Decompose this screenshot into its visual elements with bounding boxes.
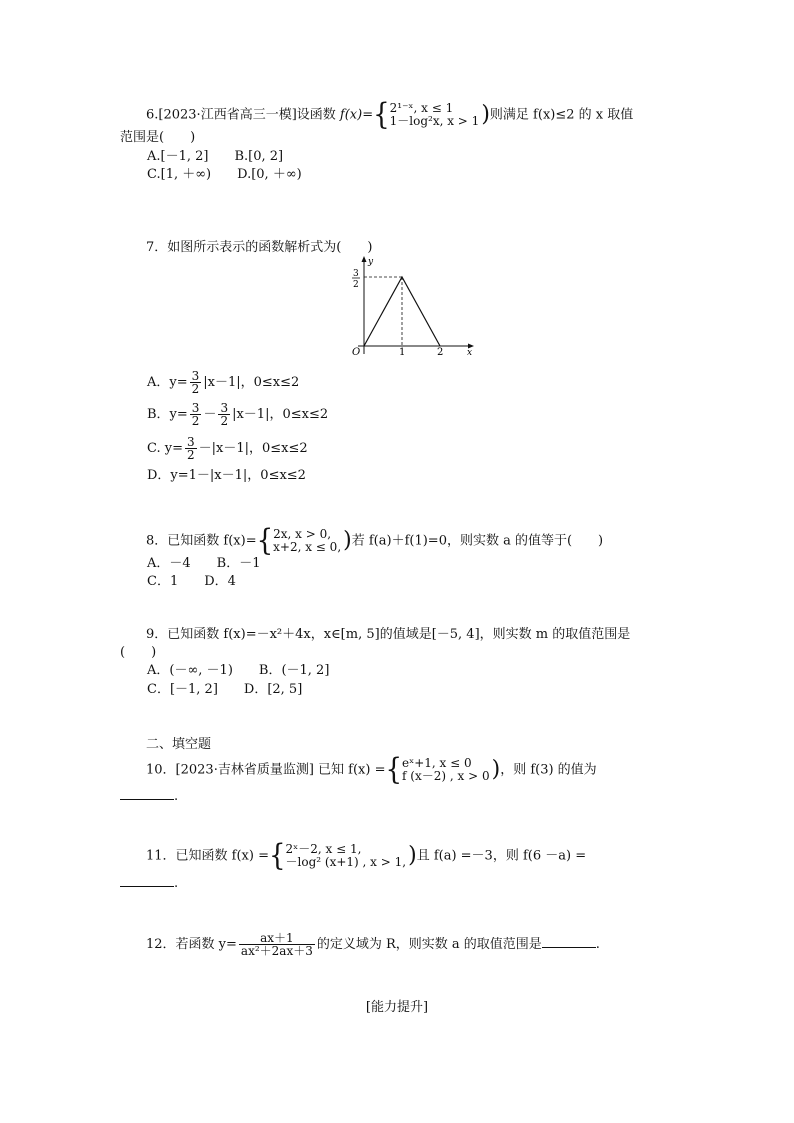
q8-options-cd: C．1 D．4 xyxy=(147,574,236,589)
tick-x1: 1 xyxy=(399,347,406,358)
section-title: 二、填空题 xyxy=(146,737,212,752)
q7-c-frac xyxy=(185,436,197,461)
q7-a-suffix: |x－1|，0≤x≤2 xyxy=(203,375,300,390)
origin-label: O xyxy=(352,347,361,358)
q6-left-brace: { xyxy=(373,97,390,133)
q11-right-paren: ) xyxy=(408,843,417,868)
q7-b-num2: 3 xyxy=(220,401,229,415)
q7-a-den: 2 xyxy=(191,382,200,396)
tick-x2: 2 xyxy=(437,347,444,358)
q8-line1 xyxy=(146,523,604,559)
q7-option-d: D．y=1－|x－1|，0≤x≤2 xyxy=(147,468,306,483)
q8-case1: 2x, x > 0, xyxy=(273,527,332,541)
q7-a-frac xyxy=(190,370,202,395)
q7-graph xyxy=(340,254,480,360)
q8-left-brace: { xyxy=(256,523,274,559)
q7-b-den2: 2 xyxy=(220,414,229,428)
q7-b-minus: － xyxy=(203,407,217,422)
q11-left-brace: { xyxy=(269,838,286,874)
q8-case2: x+2, x ≤ 0, xyxy=(273,540,342,554)
q8-options-ab: A．－4 B．－1 xyxy=(147,556,261,571)
q7-b-den1: 2 xyxy=(191,414,200,428)
q12-frac xyxy=(239,932,315,957)
q10-suffix: ，则 f(3) 的值为 xyxy=(500,762,597,778)
q11-case1: 2ˣ－2, x ≤ 1, xyxy=(285,842,362,856)
q7-a-prefix: A．y= xyxy=(147,375,188,390)
q7-a-num: 3 xyxy=(191,369,200,383)
q7-b-num1: 3 xyxy=(191,401,200,415)
q6-case2: 1－log²x, x > 1 xyxy=(389,114,480,128)
q9-cont: ( ) xyxy=(120,645,157,660)
q10-answer-line xyxy=(120,787,178,805)
q10-end: . xyxy=(174,789,179,804)
q7-c-prefix: C. y= xyxy=(147,441,183,456)
q11-case2: －log² (x+1) , x > 1, xyxy=(285,855,407,869)
q6-cont: 范围是( ) xyxy=(120,130,196,145)
y-axis-arrow xyxy=(362,256,367,262)
q10-piecewise xyxy=(402,757,490,783)
q11-line1 xyxy=(146,838,587,874)
q9-stem: 9．已知函数 f(x)=－x²＋4x，x∈[m, 5]的值域是[－5, 4]，则实数 m 的取值范围是 xyxy=(146,627,631,642)
q10-blank[interactable] xyxy=(120,787,174,800)
q10-prefix: 10．[2023·吉林省质量监测] 已知 f(x) = xyxy=(146,762,386,778)
q6-case1: 2¹⁻ˣ, x ≤ 1 xyxy=(389,101,454,115)
q12-blank[interactable] xyxy=(542,935,596,948)
q10-case2: f (x－2) , x > 0 xyxy=(402,769,490,783)
q8-prefix: 8．已知函数 f(x)= xyxy=(146,533,257,549)
q6-right-paren: ) xyxy=(481,102,490,127)
q11-piecewise xyxy=(286,843,407,869)
q10-line1 xyxy=(146,752,597,788)
q11-blank[interactable] xyxy=(120,874,174,887)
q11-suffix: 且 f(a) =－3，则 f(6 －a) = xyxy=(416,848,587,864)
q6-options-cd: C.[1, ＋∞) D.[0, ＋∞) xyxy=(147,167,302,182)
q7-option-c xyxy=(147,436,308,462)
x-axis-label: x xyxy=(467,348,473,358)
q12-line1 xyxy=(146,930,600,960)
q9-options-cd: C．[－1, 2] D．[2, 5] xyxy=(147,682,303,697)
q9-options-ab: A．(－∞, －1) B．(－1, 2] xyxy=(147,663,330,678)
q10-case1: eˣ+1, x ≤ 0 xyxy=(402,756,472,770)
q6-prefix: 6.[2023·江西省高三一模]设函数 xyxy=(146,107,336,123)
y-axis-label: y xyxy=(368,257,374,267)
q12-suffix: 的定义域为 R，则实数 a 的取值范围是 xyxy=(316,937,542,952)
q7-b-frac1 xyxy=(190,402,202,427)
q8-suffix: 若 f(a)＋f(1)=0，则实数 a 的值等于( ) xyxy=(351,533,604,549)
q7-option-a xyxy=(147,370,299,396)
q7-c-den: 2 xyxy=(187,448,195,462)
q6-options-ab: A.[－1, 2] B.[0, 2] xyxy=(147,149,284,164)
q6-fx: f(x)= xyxy=(339,107,374,123)
q12-prefix: 12．若函数 y= xyxy=(146,937,237,952)
q7-c-num: 3 xyxy=(187,435,195,449)
q7-c-suffix: －|x－1|，0≤x≤2 xyxy=(198,441,308,456)
q11-answer-line xyxy=(120,874,178,892)
q7-stem: 7．如图所示表示的函数解析式为( ) xyxy=(146,240,373,255)
q10-left-brace: { xyxy=(385,752,403,788)
section-footer: [能力提升] xyxy=(365,1000,429,1015)
q8-right-paren: ) xyxy=(343,528,352,553)
q7-option-b xyxy=(147,402,328,428)
q6-piecewise xyxy=(390,102,480,128)
q7-b-frac2 xyxy=(218,402,230,427)
q12-end: . xyxy=(595,937,600,952)
q11-end: . xyxy=(174,876,179,891)
q6-line1 xyxy=(146,97,634,133)
tick-y-num: 3 xyxy=(353,269,359,279)
q8-piecewise xyxy=(273,528,341,554)
q12-den: ax²＋2ax＋3 xyxy=(240,944,313,958)
q11-prefix: 11．已知函数 f(x) = xyxy=(146,848,269,864)
q10-right-paren: ) xyxy=(491,757,501,782)
q7-b-suffix: |x－1|，0≤x≤2 xyxy=(232,407,329,422)
q7-b-prefix: B．y= xyxy=(147,407,188,422)
q6-suffix: 则满足 f(x)≤2 的 x 取值 xyxy=(489,107,634,123)
tick-y-den: 2 xyxy=(353,280,359,290)
q12-num: ax＋1 xyxy=(239,932,315,945)
